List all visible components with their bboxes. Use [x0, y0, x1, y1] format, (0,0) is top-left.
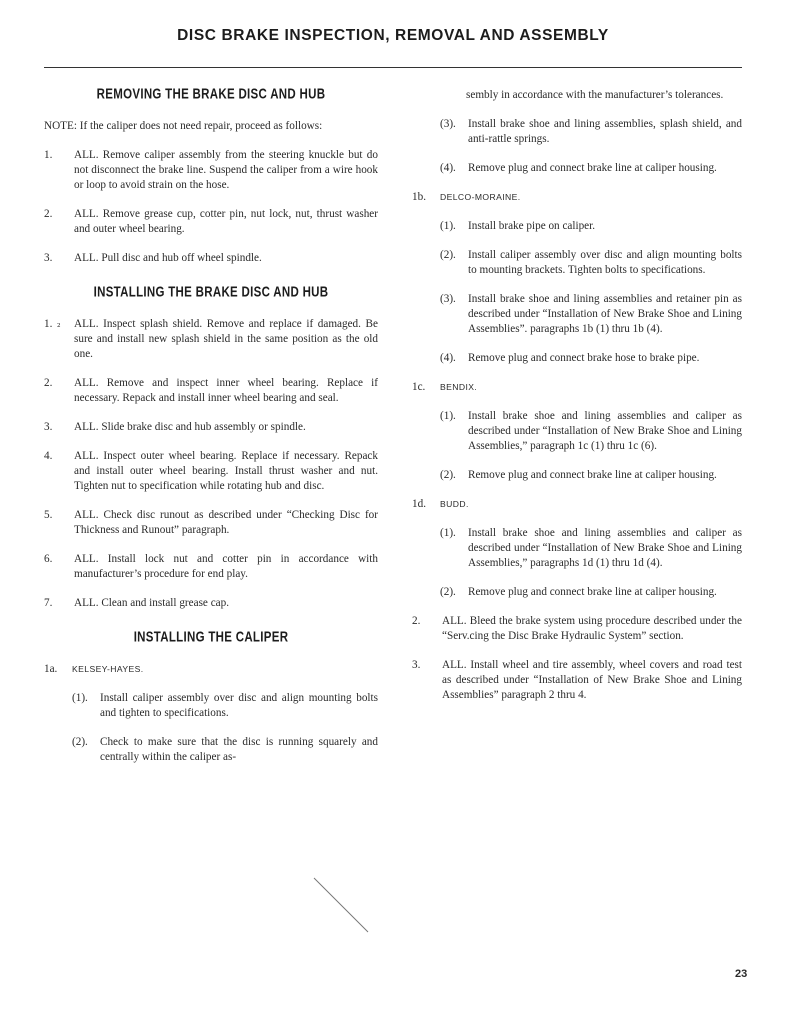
sub-step-number: (2).: [440, 469, 456, 481]
list-item: [44, 552, 378, 582]
list-item: [412, 526, 742, 571]
sub-step-number: (2).: [440, 249, 456, 261]
step-text: ALL. Remove grease cup, cotter pin, nut lock, nut, thrust washer and outer wheel bearing.: [74, 208, 378, 235]
sub-step-number: (4).: [440, 352, 456, 364]
continued-text: sembly in accordance with the manufacturer’s tolerances.: [466, 89, 724, 101]
list-item: [44, 449, 378, 494]
sub-step-text: Install brake pipe on caliper.: [468, 220, 596, 232]
list-item: [44, 420, 378, 435]
sub-step-number: (4).: [440, 162, 456, 174]
list-item: [44, 207, 378, 237]
list-item: [412, 468, 742, 483]
sub-step-text: Remove plug and connect brake hose to brake pipe.: [468, 352, 700, 364]
subsection-number: 1d.: [412, 498, 426, 510]
step-number: 1.: [44, 149, 53, 161]
subsection-bendix: [412, 380, 742, 395]
step-text: ALL. Inspect outer wheel bearing. Replace if necessary. Repack and install outer wheel bearing. Install thrust washer and nut. Tighten nut to specification while rotating hub and disc.: [74, 450, 378, 492]
section-heading-installing-caliper: INSTALLING THE CALIPER: [133, 630, 289, 646]
subsection-label: BUDD.: [440, 499, 469, 509]
sub-step-number: (2).: [440, 586, 456, 598]
sub-step-number: (3).: [440, 293, 456, 305]
list-item: [412, 409, 742, 454]
left-column: [44, 88, 378, 779]
list-item: [44, 691, 378, 721]
step-number: 1.: [44, 318, 53, 330]
list-item: [412, 351, 742, 366]
step-number: 3.: [44, 421, 53, 433]
subsection-number: 1c.: [412, 381, 426, 393]
sub-step-text: Remove plug and connect brake line at caliper housing.: [468, 469, 717, 481]
sub-step-text: Remove plug and connect brake line at caliper housing.: [468, 162, 717, 174]
step-text: ALL. Remove caliper assembly from the steering knuckle but do not disconnect the brake line. Suspend the caliper from a wire hook or loop to avoid strain on the hose.: [74, 149, 378, 191]
stray-mark: ²: [57, 321, 61, 333]
step-number: 2.: [44, 377, 53, 389]
sub-step-text: Check to make sure that the disc is running squarely and centrally within the caliper as-: [100, 736, 378, 763]
step-text: ALL. Inspect splash shield. Remove and replace if damaged. Be sure and install new splash shield in the same position as the old one.: [74, 318, 378, 360]
list-item: [412, 292, 742, 337]
list-item: [44, 735, 378, 765]
step-text: ALL. Remove and inspect inner wheel bearing. Replace if necessary. Repack and install inner wheel bearing and seal.: [74, 377, 378, 404]
step-number: 6.: [44, 553, 53, 565]
sub-step-text: Install caliper assembly over disc and align mounting bolts to mounting brackets. Tighten bolts to specifications.: [468, 249, 742, 276]
sub-step-text: Install brake shoe and lining assemblies and caliper as described under “Installation of New Brake Shoe and Lining Assemblies,” paragraphs 1d (1) thru 1d (4).: [468, 527, 742, 569]
section-heading-removing: REMOVING THE BRAKE DISC AND HUB: [96, 87, 326, 103]
list-item: [44, 148, 378, 193]
sub-step-number: (1).: [440, 220, 456, 232]
sub-step-number: (2).: [72, 736, 88, 748]
sub-step-text: Install brake shoe and lining assemblies, splash shield, and anti-rattle springs.: [468, 118, 742, 145]
sub-step-number: (1).: [440, 527, 456, 539]
step-text: ALL. Install wheel and tire assembly, wheel covers and road test as described under “Installation of New Brake Shoe and Lining Assemblies” paragraph 2 thru 4.: [442, 659, 742, 701]
sub-step-number: (3).: [440, 118, 456, 130]
step-text: ALL. Slide brake disc and hub assembly or spindle.: [74, 421, 306, 433]
list-item: [412, 585, 742, 600]
list-item: [44, 376, 378, 406]
subsection-label: KELSEY-HAYES.: [72, 664, 144, 674]
subsection-label: DELCO-MORAINE.: [440, 192, 521, 202]
step-number: 7.: [44, 597, 53, 609]
title-divider: [44, 67, 742, 68]
note: NOTE: If the caliper does not need repair, proceed as follows:: [44, 120, 323, 132]
step-text: ALL. Clean and install grease cap.: [74, 597, 230, 609]
step-number: 3.: [412, 659, 421, 671]
list-item: [412, 658, 742, 703]
list-item: [412, 161, 742, 176]
list-item: [412, 117, 742, 147]
subsection-number: 1a.: [44, 663, 58, 675]
subsection-delco-moraine: [412, 190, 742, 205]
subsection-label: BENDIX.: [440, 382, 478, 392]
list-item: [44, 251, 378, 266]
step-number: 3.: [44, 252, 53, 264]
list-item: [44, 317, 378, 362]
section-heading-installing-disc: INSTALLING THE BRAKE DISC AND HUB: [93, 285, 329, 301]
step-number: 2.: [412, 615, 421, 627]
step-number: 2.: [44, 208, 53, 220]
list-item: [412, 219, 742, 234]
list-item: [44, 508, 378, 538]
pencil-scratch-mark: [312, 876, 372, 936]
list-item: [412, 248, 742, 278]
step-number: 5.: [44, 509, 53, 521]
subsection-budd: [412, 497, 742, 512]
sub-step-text: Remove plug and connect brake line at caliper housing.: [468, 586, 717, 598]
sub-step-number: (1).: [440, 410, 456, 422]
sub-step-number: (1).: [72, 692, 88, 704]
list-item: [412, 614, 742, 644]
step-text: ALL. Check disc runout as described under “Checking Disc for Thickness and Runout” paragraph.: [74, 509, 378, 536]
step-number: 4.: [44, 450, 53, 462]
sub-step-text: Install brake shoe and lining assemblies and caliper as described under “Installation of New Brake Shoe and Lining Assemblies,” paragraph 1c (1) thru 1c (6).: [468, 410, 742, 452]
subsection-kelsey-hayes: [44, 662, 378, 677]
sub-step-text: Install caliper assembly over disc and align mounting bolts and tighten to specifications.: [100, 692, 378, 719]
subsection-number: 1b.: [412, 191, 426, 203]
right-column: [412, 88, 742, 717]
step-text: ALL. Bleed the brake system using procedure described under the “Serv.cing the Disc Brake Hydraulic System” section.: [442, 615, 742, 642]
step-text: ALL. Install lock nut and cotter pin in accordance with manufacturer’s procedure for end play.: [74, 553, 378, 580]
list-item: [44, 596, 378, 611]
sub-step-text: Install brake shoe and lining assemblies and retainer pin as described under “Installation of New Brake Shoe and Lining Assemblies”. paragraphs 1b (1) thru 1b (4).: [468, 293, 742, 335]
step-text: ALL. Pull disc and hub off wheel spindle.: [74, 252, 262, 264]
page-title: DISC BRAKE INSPECTION, REMOVAL AND ASSEMBLY: [177, 27, 609, 44]
page-number: 23: [735, 968, 748, 980]
